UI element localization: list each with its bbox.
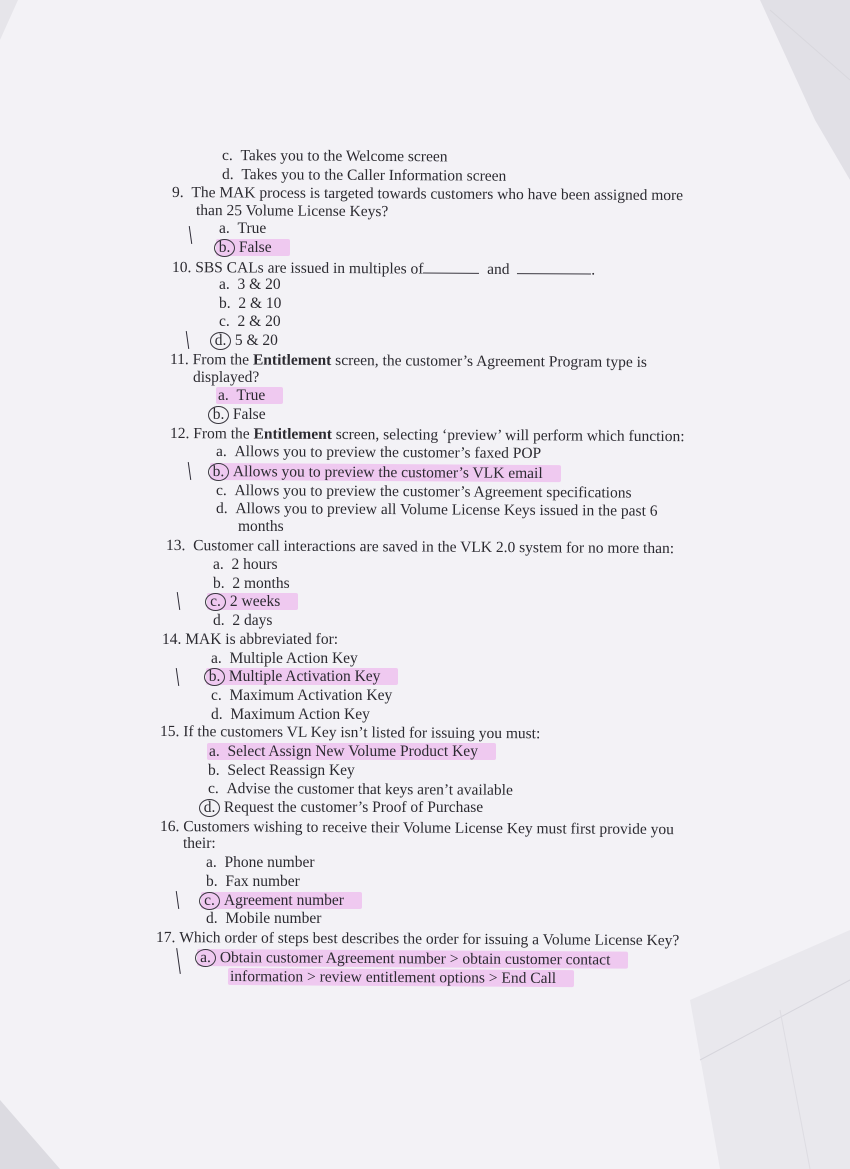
answer-circle: c. <box>205 593 226 611</box>
q10-option-d: d. 5 & 20 <box>214 332 278 350</box>
pen-tick-mark <box>176 668 179 686</box>
q16-option-d: d. Mobile number <box>206 910 322 927</box>
q10-option-c: c. 2 & 20 <box>219 313 281 330</box>
q13-text: 13. Customer call interactions are saved in the VLK 2.0 system for no more than: <box>165 537 675 558</box>
q14-option-b: b. Multiple Activation Key <box>206 668 398 686</box>
q17-text: 17. Which order of steps best describes the order for issuing a Volume License Key? <box>155 929 680 950</box>
q12-option-b: b. Allows you to preview the customer’s VLK email <box>210 463 561 483</box>
answer-circle: b. <box>204 668 225 686</box>
q13-option-c: c. 2 weeks <box>207 593 298 611</box>
q11-text: 11. From the Entitlement screen, the customer’s Agreement Program type is <box>169 351 648 371</box>
q16-text-line2: their: <box>183 835 216 852</box>
q16-option-c: c. Agreement number <box>201 892 362 910</box>
q12-text: 12. From the Entitlement screen, selecting ‘preview’ will perform which function: <box>169 425 685 446</box>
fill-in-blank <box>423 261 479 274</box>
q14-text: 14. MAK is abbreviated for: <box>162 631 339 648</box>
answer-circle: d. <box>210 332 231 350</box>
q12-option-c: c. Allows you to preview the customer’s Agreement specifications <box>215 482 632 502</box>
answer-circle: b. <box>214 239 235 257</box>
pen-tick-mark <box>176 891 179 909</box>
pen-tick-mark <box>177 592 180 610</box>
q12-option-a: a. Allows you to preview the customer’s faxed POP <box>215 443 542 462</box>
pen-tick-mark <box>176 948 181 974</box>
q14-option-a: a. Multiple Action Key <box>211 650 358 667</box>
q10-text: 10. SBS CALs are issued in multiples of and . <box>171 259 596 279</box>
q17-option-a: a. Obtain customer Agreement number > obtain customer contact <box>197 949 629 970</box>
q9-text: 9. The MAK process is targeted towards customers who have been assigned more <box>171 184 684 205</box>
answer-circle: b. <box>208 406 229 424</box>
answer-circle: d. <box>199 799 220 817</box>
q15-option-c: c. Advise the customer that keys aren’t available <box>207 780 513 799</box>
q12-option-d: d. Allows you to preview all Volume License Keys issued in the past 6 <box>215 500 658 520</box>
q11-option-a: a. True <box>216 387 283 405</box>
q10-option-a: a. 3 & 20 <box>219 276 281 293</box>
q16-text: 16. Customers wishing to receive their Volume License Key must first provide you <box>159 818 674 839</box>
q10-option-b: b. 2 & 10 <box>219 295 282 312</box>
q9-option-b: b. False <box>216 239 290 257</box>
q15-option-b: b. Select Reassign Key <box>208 762 355 779</box>
q13-option-d: d. 2 days <box>213 612 273 629</box>
answer-circle: c. <box>199 892 220 910</box>
q11-option-b: b. False <box>212 406 266 424</box>
q16-option-b: b. Fax number <box>206 873 300 890</box>
q8-option-c: c. Takes you to the Welcome screen <box>221 147 448 166</box>
q15-text: 15. If the customers VL Key isn’t listed for issuing you must: <box>159 723 541 743</box>
pen-tick-mark <box>186 331 189 349</box>
answer-circle: a. <box>195 949 216 967</box>
q17-option-a-line2: information > review entitlement options > End Call <box>228 968 574 988</box>
q8-option-d: d. Takes you to the Caller Information screen <box>221 166 507 185</box>
q12-option-d-line2: months <box>238 518 284 535</box>
q11-text-line2: displayed? <box>193 369 260 386</box>
answer-circle: b. <box>208 463 229 481</box>
q9-option-a: a. True <box>219 220 267 237</box>
q14-option-c: c. Maximum Activation Key <box>211 687 393 704</box>
q13-option-b: b. 2 months <box>213 575 290 592</box>
q15-option-d: d. Request the customer’s Proof of Purchase <box>203 799 483 817</box>
pen-tick-mark <box>189 226 192 244</box>
q9-text-line2: than 25 Volume License Keys? <box>195 202 389 221</box>
q16-option-a: a. Phone number <box>206 854 315 871</box>
fill-in-blank <box>517 261 591 274</box>
q14-option-d: d. Maximum Action Key <box>211 706 370 723</box>
pen-tick-mark <box>188 462 191 480</box>
q13-option-a: a. 2 hours <box>213 556 278 573</box>
q15-option-a: a. Select Assign New Volume Product Key <box>207 743 496 761</box>
